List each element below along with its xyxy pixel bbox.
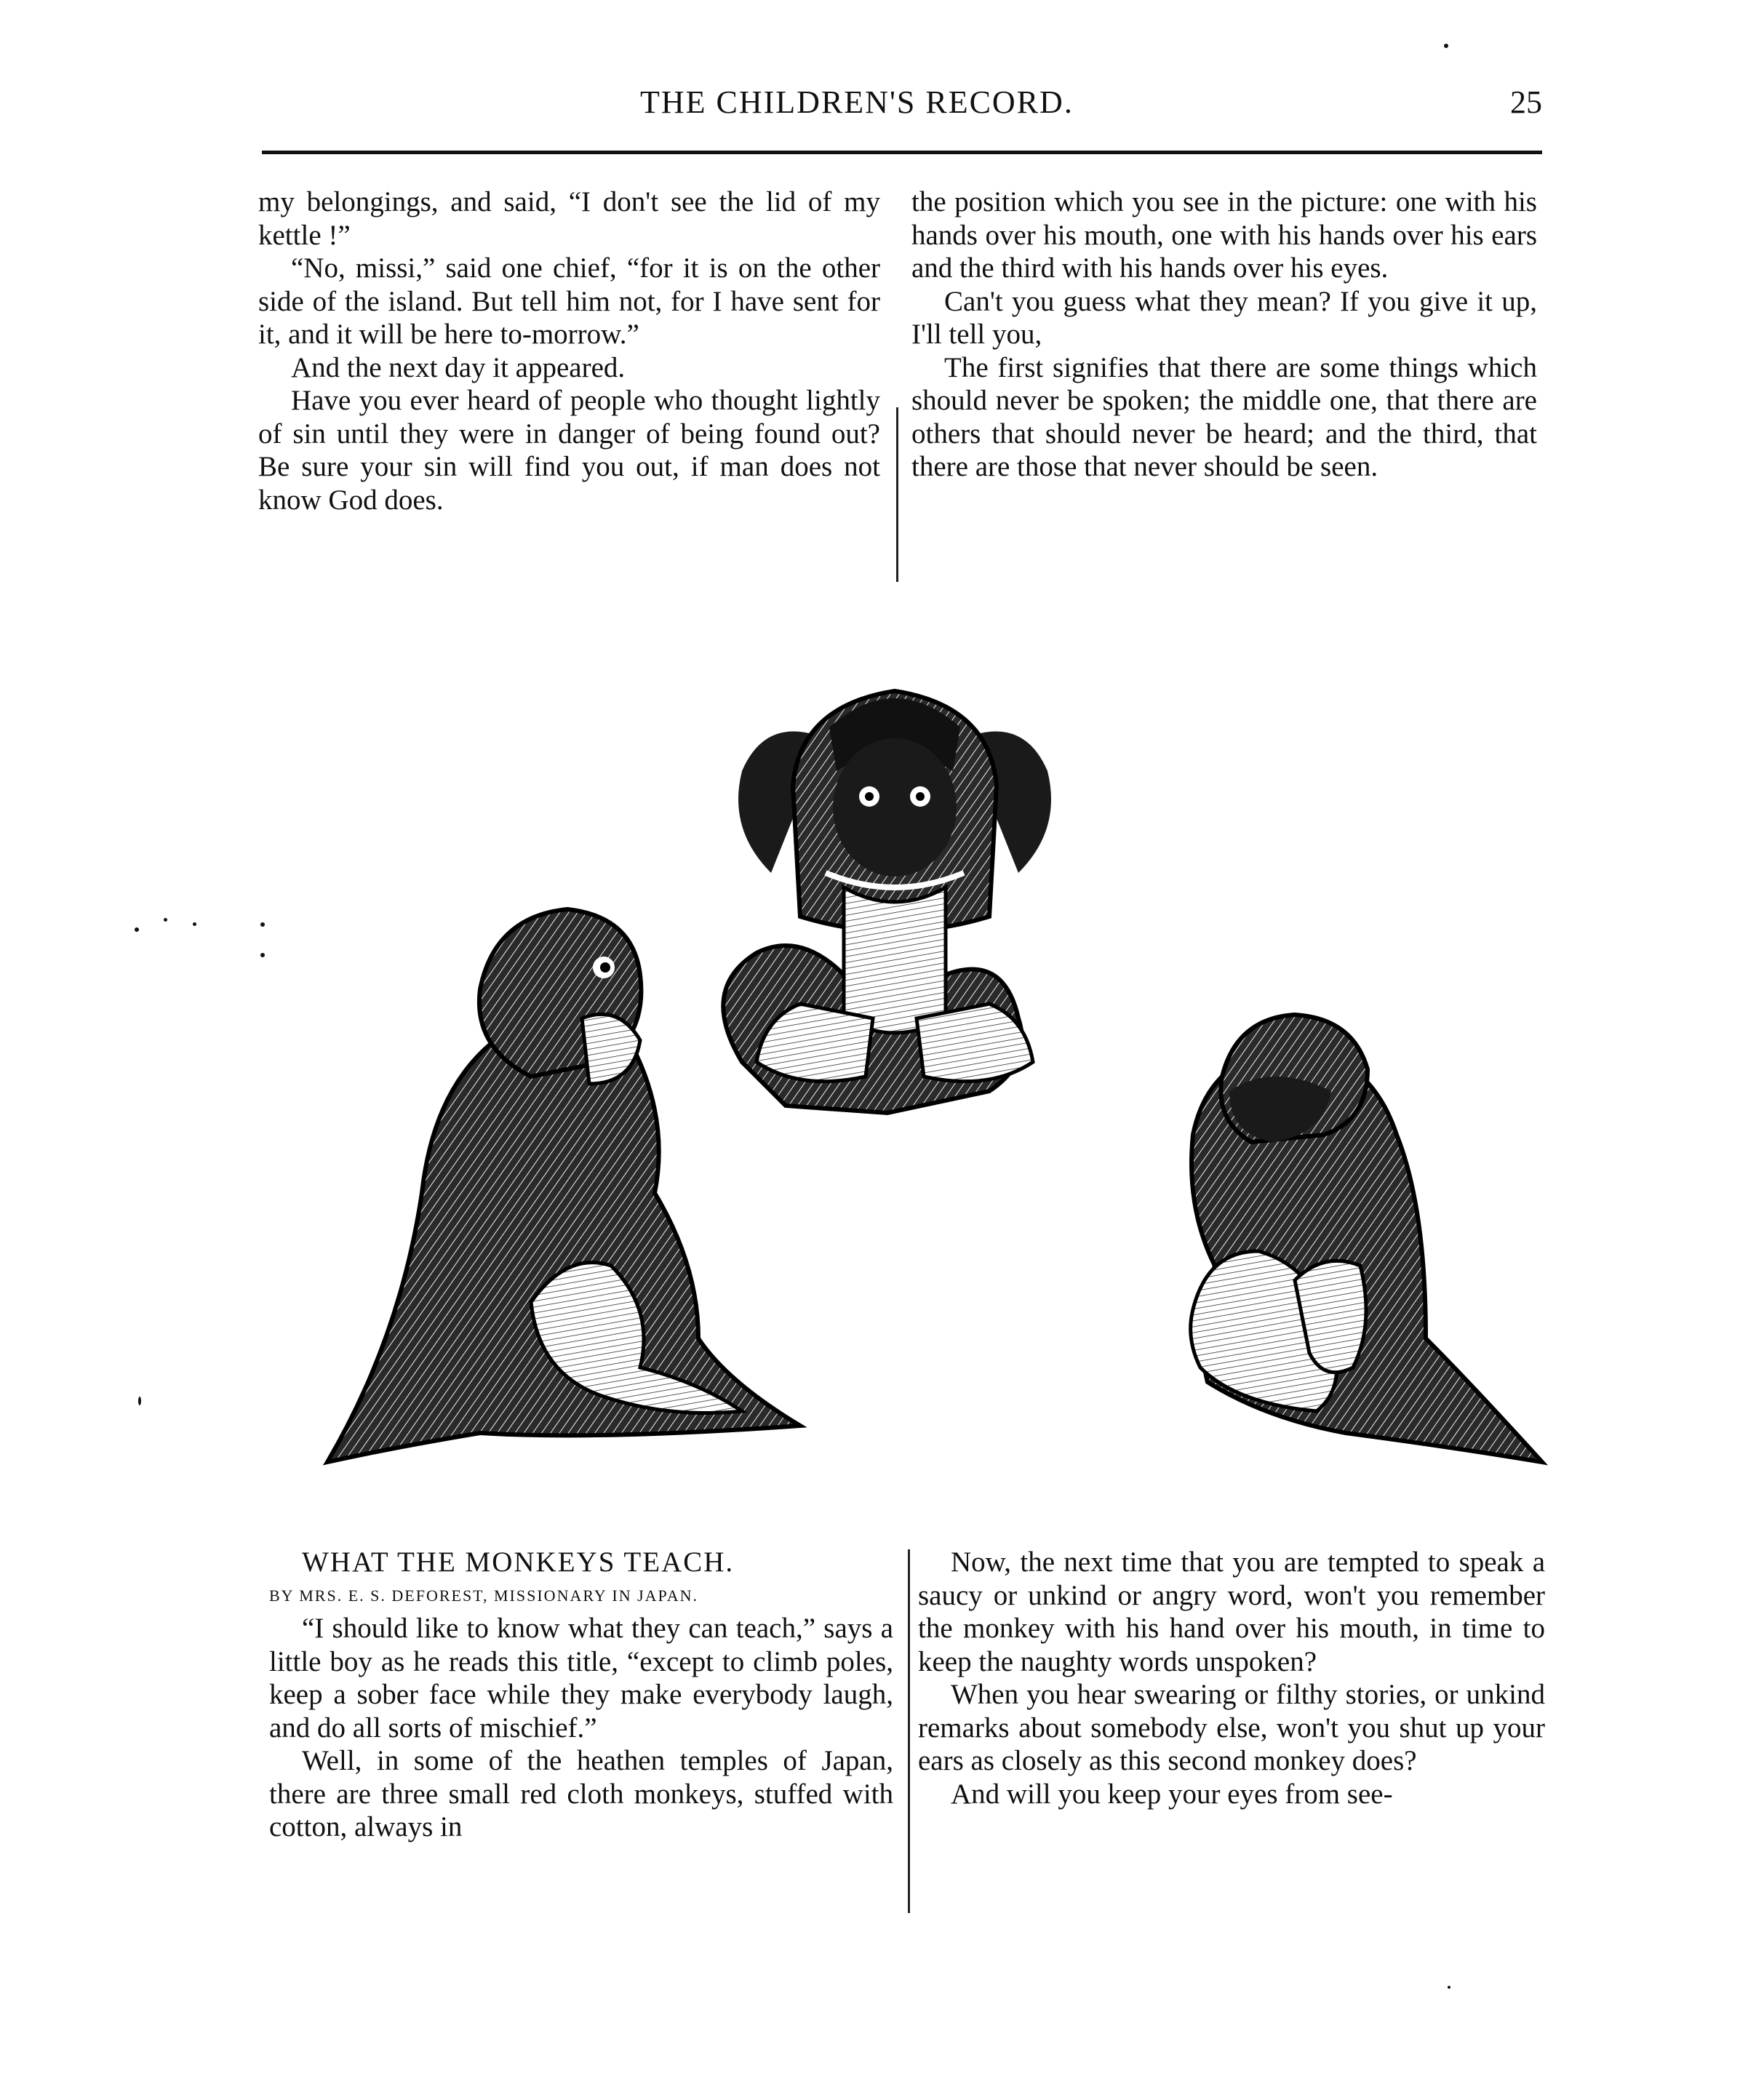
- paragraph: And the next day it appeared.: [291, 351, 626, 383]
- paragraph: The first signifies that there are some things which should never be spoken; the middle one, that there are others that should never be heard; and the third, that there are those that never should be seen.: [911, 351, 1537, 482]
- print-speck: [164, 918, 167, 922]
- paragraph: “No, missi,” said one chief, “for it is on the other side of the island. But tell him not, for I have sent for it, and it will be here to-morrow.”: [258, 252, 880, 350]
- print-speck: [135, 927, 139, 932]
- print-speck: [1448, 1986, 1450, 1989]
- paragraph: And will you keep your eyes from see-: [951, 1778, 1393, 1810]
- paragraph: my belongings, and said, “I don't see the lid of my kettle !”: [258, 186, 880, 251]
- running-header: [262, 84, 1542, 135]
- print-speck: [138, 1397, 141, 1405]
- header-rule: [262, 151, 1542, 154]
- page-number: 25: [1510, 84, 1542, 120]
- print-speck: [1444, 44, 1448, 48]
- publication-title: THE CHILDREN'S RECORD.: [640, 84, 1074, 120]
- article-title: WHAT THE MONKEYS TEACH.: [302, 1546, 735, 1578]
- paragraph: the position which you see in the picture: one with his hands over his mouth, one with his hands over his ears and the third with his hands over his eyes.: [911, 186, 1537, 284]
- article-byline: BY MRS. E. S. DEFOREST, MISSIONARY IN JAPAN.: [269, 1586, 699, 1605]
- print-speck: [260, 953, 265, 957]
- paragraph: “I should like to know what they can teach,” says a little boy as he reads this title, “except to climb poles, keep a sober face while they make everybody laugh, and do all sorts of mischief.”: [269, 1613, 893, 1744]
- print-speck: [260, 922, 265, 927]
- bottom-left-column: [269, 1546, 893, 1844]
- paragraph: Now, the next time that you are tempted to speak a saucy or unkind or angry word, won't you remember the monkey with his hand over his mouth, in time to keep the naughty words unspoken?: [918, 1546, 1545, 1677]
- column-divider: [896, 407, 898, 582]
- paragraph: Have you ever heard of people who thought lightly of sin until they were in danger of being found out? Be sure your sin will find you out, if man does not know God does.: [258, 385, 880, 516]
- see-no-evil-monkey: [1191, 1015, 1542, 1462]
- paragraph: Can't you guess what they mean? If you give it up, I'll tell you,: [911, 285, 1537, 350]
- print-speck: [193, 922, 196, 926]
- column-divider: [908, 1549, 910, 1913]
- bottom-right-column: [918, 1546, 1545, 1810]
- paragraph: Well, in some of the heathen temples of Japan, there are three small red cloth monkeys, stuffed with cotton, always in: [269, 1745, 893, 1843]
- three-monkeys-illustration: [291, 611, 1564, 1520]
- hear-no-evil-monkey: [723, 691, 1051, 1113]
- paragraph: When you hear swearing or filthy stories, or unkind remarks about somebody else, won't you shut up your ears as closely as this second monkey does?: [918, 1679, 1545, 1776]
- top-left-column: [258, 185, 880, 516]
- top-right-column: [911, 185, 1537, 484]
